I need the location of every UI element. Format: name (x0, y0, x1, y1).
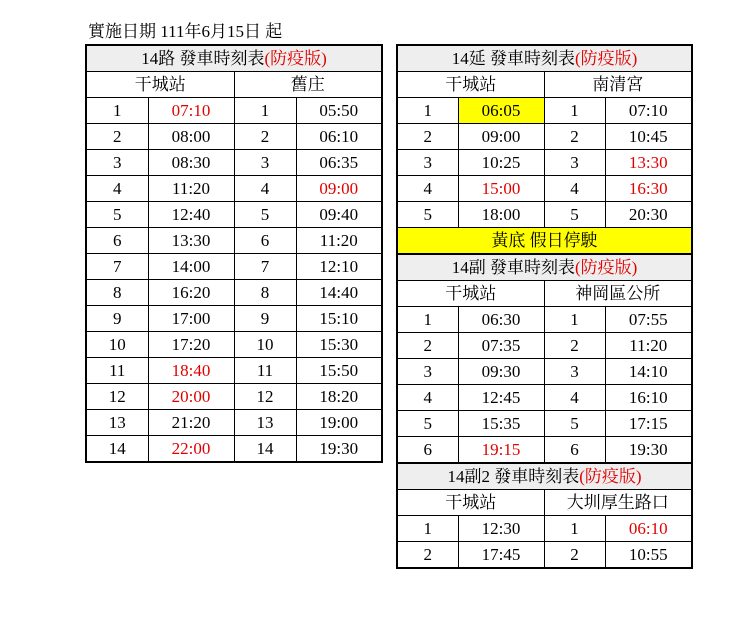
trip-number: 6 (397, 437, 458, 464)
departure-time: 20:00 (148, 384, 234, 410)
table-row (397, 202, 692, 228)
departure-time: 19:30 (296, 436, 382, 463)
departure-time: 08:00 (148, 124, 234, 150)
departure-time: 20:30 (605, 202, 692, 228)
trip-number: 1 (234, 98, 296, 124)
route14sub2-title (397, 463, 692, 490)
trip-number: 4 (544, 176, 605, 202)
trip-number: 5 (544, 202, 605, 228)
trip-number: 3 (544, 150, 605, 176)
title-tag: (防疫版) (574, 257, 638, 277)
route14sub2-title-row (397, 463, 692, 490)
departure-time: 18:00 (458, 202, 544, 228)
trip-number: 1 (397, 98, 458, 124)
table-row (86, 306, 382, 332)
table-row (397, 150, 692, 176)
departure-time: 16:10 (605, 385, 692, 411)
title-tag: (防疫版) (264, 48, 327, 68)
route14sub2-header-row (397, 490, 692, 516)
trip-number: 12 (86, 384, 148, 410)
trip-number: 9 (86, 306, 148, 332)
departure-time: 17:45 (458, 542, 544, 569)
title-main: 14延 發車時刻表 (451, 48, 575, 68)
departure-time: 12:40 (148, 202, 234, 228)
title-tag: (防疫版) (579, 466, 642, 486)
trip-number: 1 (86, 98, 148, 124)
trip-number: 13 (234, 410, 296, 436)
trip-number: 2 (544, 333, 605, 359)
title-main: 14副 發車時刻表 (451, 257, 575, 277)
trip-number: 2 (86, 124, 148, 150)
table-row (397, 333, 692, 359)
trip-number: 3 (86, 150, 148, 176)
table-row (86, 384, 382, 410)
departure-time: 13:30 (605, 150, 692, 176)
holiday-note: 黃底 假日停駛 (397, 228, 692, 255)
table-row (86, 436, 382, 463)
station-header-b: 舊庄 (234, 72, 382, 98)
departure-time: 12:30 (458, 516, 544, 542)
departure-time: 12:45 (458, 385, 544, 411)
trip-number: 3 (397, 150, 458, 176)
route-14-timetable (85, 44, 383, 463)
departure-time: 22:00 (148, 436, 234, 463)
route14ext-header-row (397, 72, 692, 98)
trip-number: 14 (86, 436, 148, 463)
departure-time: 15:10 (296, 306, 382, 332)
trip-number: 11 (234, 358, 296, 384)
table-row (86, 202, 382, 228)
trip-number: 4 (234, 176, 296, 202)
trip-number: 9 (234, 306, 296, 332)
trip-number: 1 (544, 98, 605, 124)
departure-time: 16:20 (148, 280, 234, 306)
trip-number: 7 (234, 254, 296, 280)
trip-number: 4 (86, 176, 148, 202)
station-header-b: 大圳厚生路口 (544, 490, 692, 516)
table-row (397, 98, 692, 124)
trip-number: 2 (544, 542, 605, 569)
table-row (86, 358, 382, 384)
table-row (86, 280, 382, 306)
departure-time: 11:20 (148, 176, 234, 202)
table-row (86, 124, 382, 150)
trip-number: 4 (397, 176, 458, 202)
trip-number: 1 (397, 307, 458, 333)
trip-number: 1 (544, 516, 605, 542)
route14-header-row (86, 72, 382, 98)
trip-number: 4 (544, 385, 605, 411)
departure-time: 15:35 (458, 411, 544, 437)
table-row (397, 359, 692, 385)
route14-title (86, 45, 382, 72)
title-main: 14路 發車時刻表 (141, 48, 265, 68)
trip-number: 8 (234, 280, 296, 306)
route14ext-title-row (397, 45, 692, 72)
table-row (86, 410, 382, 436)
station-header-b: 神岡區公所 (544, 281, 692, 307)
title-main: 14副2 發車時刻表 (447, 466, 580, 486)
trip-number: 2 (544, 124, 605, 150)
trip-number: 3 (397, 359, 458, 385)
departure-time: 06:30 (458, 307, 544, 333)
trip-number: 7 (86, 254, 148, 280)
trip-number: 5 (544, 411, 605, 437)
trip-number: 1 (544, 307, 605, 333)
table-row (397, 176, 692, 202)
table-row (86, 254, 382, 280)
station-header-a: 干城站 (397, 72, 544, 98)
departure-time: 19:00 (296, 410, 382, 436)
departure-time: 11:20 (605, 333, 692, 359)
trip-number: 13 (86, 410, 148, 436)
trip-number: 8 (86, 280, 148, 306)
trip-number: 10 (86, 332, 148, 358)
table-row (397, 437, 692, 464)
departure-time: 10:45 (605, 124, 692, 150)
departure-time: 15:50 (296, 358, 382, 384)
trip-number: 11 (86, 358, 148, 384)
departure-time: 09:00 (458, 124, 544, 150)
table-row (397, 516, 692, 542)
departure-time: 19:30 (605, 437, 692, 464)
trip-number: 5 (397, 202, 458, 228)
departure-time: 12:10 (296, 254, 382, 280)
trip-number: 5 (234, 202, 296, 228)
departure-time: 16:30 (605, 176, 692, 202)
route14sub-header-row (397, 281, 692, 307)
table-row (397, 307, 692, 333)
station-header-a: 干城站 (86, 72, 234, 98)
departure-time: 10:55 (605, 542, 692, 569)
route14ext-note-row (397, 228, 692, 255)
table-row (397, 542, 692, 569)
trip-number: 2 (397, 124, 458, 150)
trip-number: 5 (397, 411, 458, 437)
departure-time: 10:25 (458, 150, 544, 176)
departure-time: 05:50 (296, 98, 382, 124)
trip-number: 3 (544, 359, 605, 385)
departure-time: 07:35 (458, 333, 544, 359)
departure-time: 06:35 (296, 150, 382, 176)
departure-time: 19:15 (458, 437, 544, 464)
station-header-b: 南清宮 (544, 72, 692, 98)
trip-number: 10 (234, 332, 296, 358)
departure-time: 14:00 (148, 254, 234, 280)
table-row (397, 124, 692, 150)
departure-time: 17:00 (148, 306, 234, 332)
departure-time: 17:15 (605, 411, 692, 437)
table-row (86, 332, 382, 358)
trip-number: 6 (234, 228, 296, 254)
table-row (86, 150, 382, 176)
departure-time: 07:10 (605, 98, 692, 124)
trip-number: 1 (397, 516, 458, 542)
trip-number: 2 (234, 124, 296, 150)
departure-time: 14:40 (296, 280, 382, 306)
trip-number: 14 (234, 436, 296, 463)
table-row (86, 176, 382, 202)
trip-number: 3 (234, 150, 296, 176)
route14ext-title (397, 45, 692, 72)
effective-date: 實施日期 111年6月15日 起 (88, 22, 283, 41)
departure-time: 13:30 (148, 228, 234, 254)
departure-time: 15:30 (296, 332, 382, 358)
departure-time: 07:55 (605, 307, 692, 333)
trip-number: 2 (397, 333, 458, 359)
table-row (86, 98, 382, 124)
trip-number: 5 (86, 202, 148, 228)
trip-number: 6 (544, 437, 605, 464)
departure-time: 08:30 (148, 150, 234, 176)
departure-time: 07:10 (148, 98, 234, 124)
table-row (86, 228, 382, 254)
departure-time: 06:10 (296, 124, 382, 150)
trip-number: 12 (234, 384, 296, 410)
departure-time: 09:40 (296, 202, 382, 228)
departure-time: 06:10 (605, 516, 692, 542)
title-tag: (防疫版) (574, 48, 638, 68)
departure-time: 17:20 (148, 332, 234, 358)
route14sub-title (397, 254, 692, 281)
departure-time: 18:40 (148, 358, 234, 384)
departure-time: 21:20 (148, 410, 234, 436)
departure-time: 14:10 (605, 359, 692, 385)
departure-time: 09:30 (458, 359, 544, 385)
trip-number: 6 (86, 228, 148, 254)
station-header-a: 干城站 (397, 281, 544, 307)
departure-time: 15:00 (458, 176, 544, 202)
table-row (397, 411, 692, 437)
departure-time: 09:00 (296, 176, 382, 202)
table-row (397, 385, 692, 411)
trip-number: 2 (397, 542, 458, 569)
departure-time: 11:20 (296, 228, 382, 254)
departure-time: 06:05 (458, 98, 544, 124)
trip-number: 4 (397, 385, 458, 411)
route14-title-row (86, 45, 382, 72)
departure-time: 18:20 (296, 384, 382, 410)
station-header-a: 干城站 (397, 490, 544, 516)
route-14-other-timetables (396, 44, 693, 569)
route14sub-title-row (397, 254, 692, 281)
